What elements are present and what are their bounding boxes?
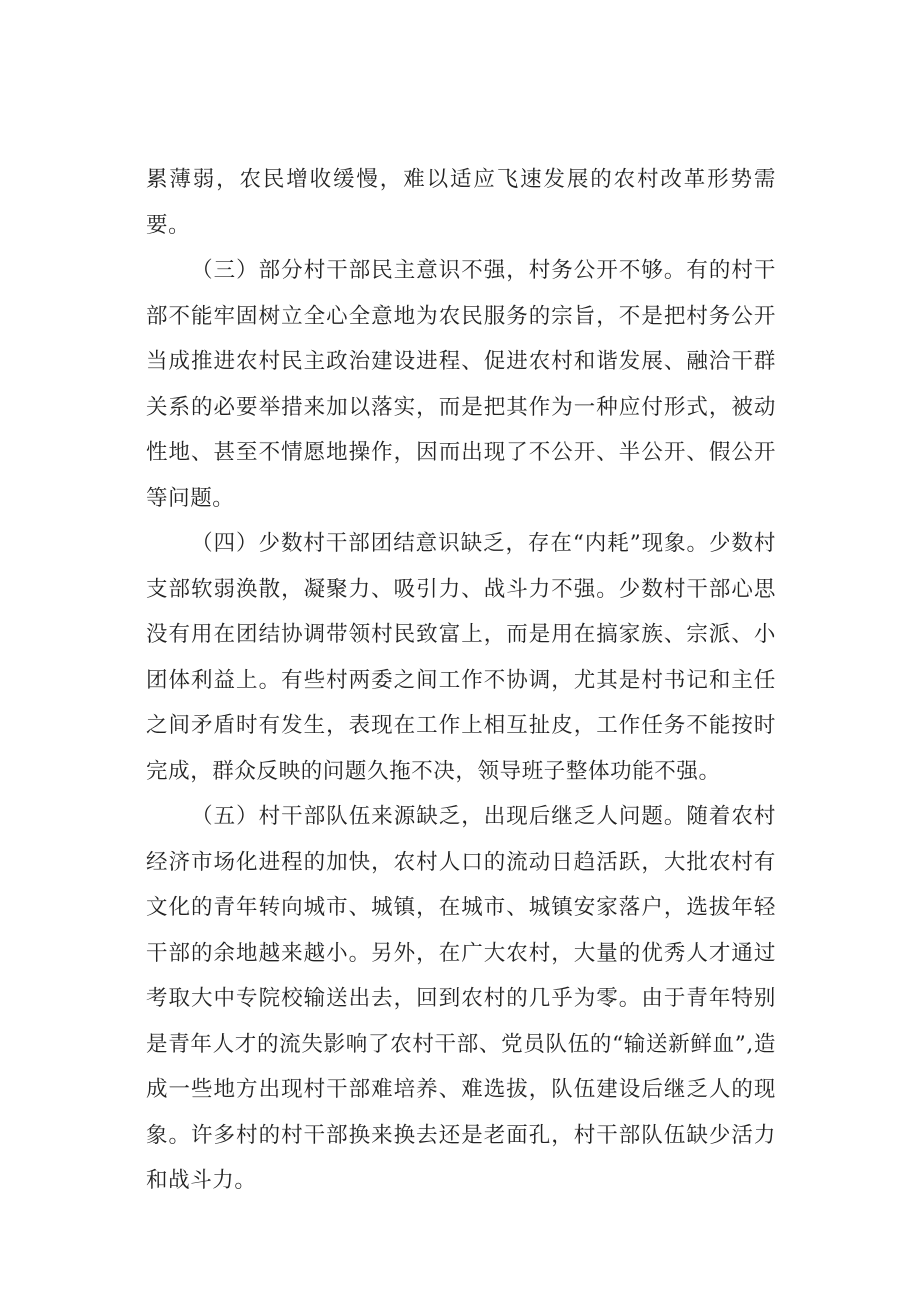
paragraph-section-four: （四）少数村干部团结意识缺乏，存在“内耗”现象。少数村支部软弱涣散，凝聚力、吸引力、战斗力不强。少数村干部心思没有用在团结协调带领村民致富上，而是用在搞家族、宗派、小团体利益上。有些村两委之间工作不协调，尤其是村书记和主任之间矛盾时有发生，表现在工作上相互扯皮，工作任务不能按时完成，群众反映的问题久拖不决，领导班子整体功能不强。 (146, 531, 776, 784)
paragraph-section-three: （三）部分村干部民主意识不强，村务公开不够。有的村干部不能牢固树立全心全意地为农民服务的宗旨，不是把村务公开当成推进农村民主政治建设进程、促进农村和谐发展、融洽干群关系的必要举措来加以落实，而是把其作为一种应付形式，被动性地、甚至不情愿地操作，因而出现了不公开、半公开、假公开等问题。 (146, 258, 776, 511)
paragraph-section-five: （五）村干部队伍来源缺乏，出现后继乏人问题。随着农村经济市场化进程的加快，农村人口的流动日趋活跃，大批农村有文化的青年转向城市、城镇，在城市、城镇安家落户，选拔年轻干部的余地越来越小。另外，在广大农村，大量的优秀人才通过考取大中专院校输送出去，回到农村的几乎为零。由于青年特别是青年人才的流失影响了农村干部、党员队伍的“输送新鲜血”,造成一些地方出现村干部难培养、难选拔，队伍建设后继乏人的现象。许多村的村干部换来换去还是老面孔，村干部队伍缺少活力和战斗力。 (146, 804, 776, 1193)
document-body (146, 157, 776, 1204)
paragraph-continuation: 累薄弱，农民增收缓慢，难以适应飞速发展的农村改革形势需要。 (146, 167, 776, 238)
